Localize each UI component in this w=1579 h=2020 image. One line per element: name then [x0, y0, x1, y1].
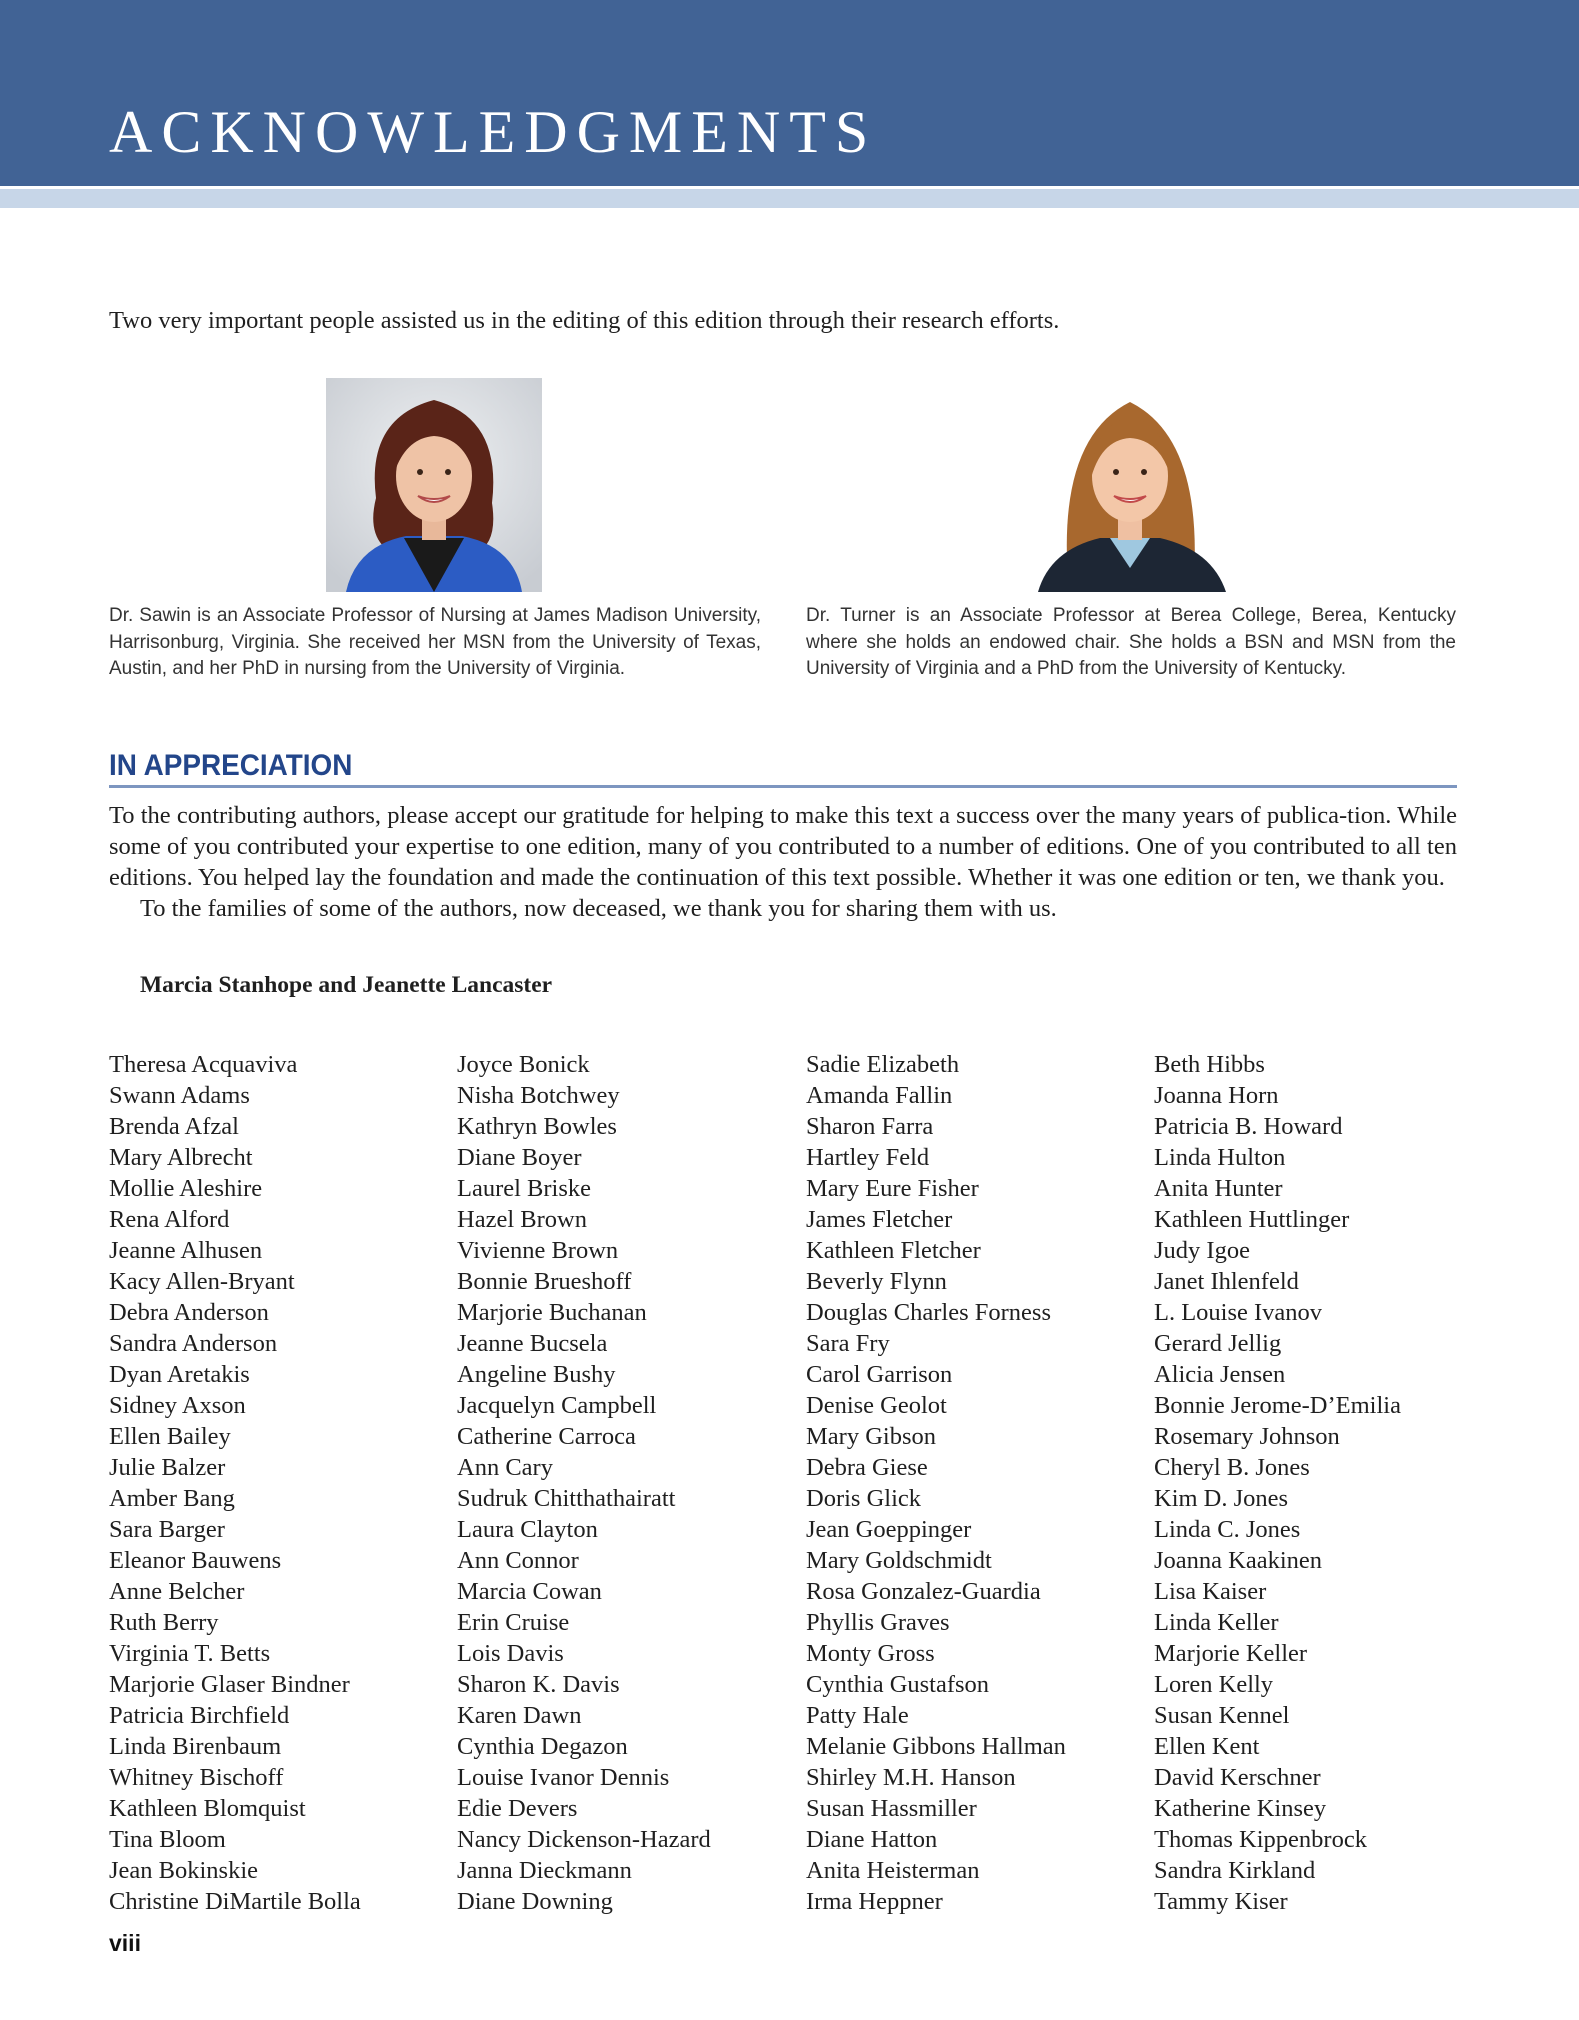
appreciation-paragraph-1: To the contributing authors, please accept our gratitude for helping to make this text a success over the many years of publica-tion. While some of you contributed your expertise to one edition, many of you contributed to a number of editions. One of you contributed to all ten editions. You helped lay the foundation and made the continuation of this text possible. Whether it was one edition or ten, we thank you.	[109, 802, 1457, 891]
contributor-name: Cynthia Degazon	[457, 1733, 628, 1760]
contributor-name: Cynthia Gustafson	[806, 1671, 990, 1698]
page-title: ACKNOWLEDGMENTS	[109, 99, 878, 165]
contributor-name: Anne Belcher	[109, 1578, 245, 1605]
contributor-name: Catherine Carroca	[457, 1423, 636, 1450]
portrait-photo-sawin	[326, 378, 542, 592]
contributor-name: Joanna Horn	[1154, 1082, 1279, 1109]
contributor-name: Hartley Feld	[806, 1144, 930, 1171]
contributor-name: Julie Balzer	[109, 1454, 226, 1481]
appreciation-body	[109, 800, 1457, 924]
contributor-name: Edie Devers	[457, 1795, 578, 1822]
contributor-name: Linda Hulton	[1154, 1144, 1286, 1171]
name-column-4	[1154, 1049, 1401, 1917]
contributor-name: Sandra Anderson	[109, 1330, 278, 1357]
contributor-name: Phyllis Graves	[806, 1609, 950, 1636]
contributor-caption-1: Dr. Sawin is an Associate Professor of Nursing at James Madison University, Harrisonburg, Virginia. She received her MSN from the University of Texas, Austin, and her PhD in nursing from the University of Virginia.	[109, 605, 761, 679]
contributor-name: Patricia Birchfield	[109, 1702, 290, 1729]
contributor-name: Diane Boyer	[457, 1144, 582, 1171]
contributor-name: Louise Ivanor Dennis	[457, 1764, 670, 1791]
contributor-name: Bonnie Jerome-D’Emilia	[1154, 1392, 1401, 1419]
contributor-name: Mary Albrecht	[109, 1144, 253, 1171]
contributor-name: Alicia Jensen	[1154, 1361, 1286, 1388]
contributor-name: Kathleen Fletcher	[806, 1237, 981, 1264]
contributor-name: Marjorie Keller	[1154, 1640, 1308, 1667]
contributor-name: Rosa Gonzalez-Guardia	[806, 1578, 1041, 1605]
contributor-name: Joyce Bonick	[457, 1051, 590, 1078]
contributor-name: Cheryl B. Jones	[1154, 1454, 1310, 1481]
contributor-name: Melanie Gibbons Hallman	[806, 1733, 1066, 1760]
contributor-name: Ann Connor	[457, 1547, 579, 1574]
contributor-name: Sara Barger	[109, 1516, 225, 1543]
contributor-name: Nancy Dickenson-Hazard	[457, 1826, 711, 1853]
contributor-name: Sharon Farra	[806, 1113, 934, 1140]
contributor-name: Katherine Kinsey	[1154, 1795, 1327, 1822]
appreciation-paragraph-2: To the families of some of the authors, now deceased, we thank you for sharing them with us.	[140, 895, 1057, 922]
contributor-name: Sandra Kirkland	[1154, 1857, 1316, 1884]
contributor-name: Jean Bokinskie	[109, 1857, 259, 1884]
contributor-name: Patricia B. Howard	[1154, 1113, 1343, 1140]
contributor-name: Bonnie Brueshoff	[457, 1268, 632, 1295]
contributor-name: Mary Eure Fisher	[806, 1175, 979, 1202]
contributor-name: Monty Gross	[806, 1640, 935, 1667]
contributor-name: Marcia Cowan	[457, 1578, 602, 1605]
contributor-name: Brenda Afzal	[109, 1113, 239, 1140]
contributor-name: Denise Geolot	[806, 1392, 947, 1419]
contributor-name: Gerard Jellig	[1154, 1330, 1282, 1357]
contributor-name: Susan Hassmiller	[806, 1795, 977, 1822]
contributor-name: Vivienne Brown	[457, 1237, 619, 1264]
contributor-name: Erin Cruise	[457, 1609, 570, 1636]
name-column-1	[109, 1049, 361, 1917]
contributor-name: Douglas Charles Forness	[806, 1299, 1051, 1326]
signature: Marcia Stanhope and Jeanette Lancaster	[140, 972, 553, 998]
contributor-name: Whitney Bischoff	[109, 1764, 284, 1791]
contributor-name: Jeanne Alhusen	[109, 1237, 263, 1264]
contributor-name: Shirley M.H. Hanson	[806, 1764, 1016, 1791]
contributor-name: Linda Birenbaum	[109, 1733, 282, 1760]
contributor-name: Dyan Aretakis	[109, 1361, 250, 1388]
contributor-name: Virginia T. Betts	[109, 1640, 271, 1667]
contributor-name: Linda Keller	[1154, 1609, 1279, 1636]
portrait-photo-icon	[326, 378, 542, 592]
section-rule	[109, 785, 1457, 788]
contributor-name: Amanda Fallin	[806, 1082, 953, 1109]
contributor-name: Susan Kennel	[1154, 1702, 1290, 1729]
contributor-name: Ellen Kent	[1154, 1733, 1260, 1760]
contributor-name: Debra Anderson	[109, 1299, 269, 1326]
contributor-name: Diane Hatton	[806, 1826, 938, 1853]
contributor-name: Ann Cary	[457, 1454, 553, 1481]
contributor-name: Kathleen Blomquist	[109, 1795, 306, 1822]
contributor-name: Mary Goldschmidt	[806, 1547, 992, 1574]
portrait-photo-turner	[1022, 378, 1238, 592]
intro-text: Two very important people assisted us in the editing of this edition through their research efforts.	[109, 307, 1060, 334]
contributor-name: Laurel Briske	[457, 1175, 592, 1202]
contributor-name: Doris Glick	[806, 1485, 921, 1512]
contributor-name: Beverly Flynn	[806, 1268, 947, 1295]
contributor-name: Swann Adams	[109, 1082, 250, 1109]
contributor-name: Anita Hunter	[1154, 1175, 1283, 1202]
header-rule	[0, 189, 1579, 208]
contributor-name: Amber Bang	[109, 1485, 235, 1512]
contributor-name: Laura Clayton	[457, 1516, 598, 1543]
contributor-name: Jacquelyn Campbell	[457, 1392, 657, 1419]
contributor-name: Linda C. Jones	[1154, 1516, 1301, 1543]
contributor-name: Mollie Aleshire	[109, 1175, 263, 1202]
contributor-name: Karen Dawn	[457, 1702, 582, 1729]
contributor-name: Lois Davis	[457, 1640, 564, 1667]
contributor-name: Kathryn Bowles	[457, 1113, 617, 1140]
contributor-name: Hazel Brown	[457, 1206, 587, 1233]
contributor-name: Angeline Bushy	[457, 1361, 616, 1388]
contributor-name: Kim D. Jones	[1154, 1485, 1289, 1512]
contributor-name: Sharon K. Davis	[457, 1671, 620, 1698]
contributor-name: Jeanne Bucsela	[457, 1330, 608, 1357]
contributor-name: Thomas Kippenbrock	[1154, 1826, 1367, 1853]
contributor-name: Ellen Bailey	[109, 1423, 231, 1450]
contributor-name: David Kerschner	[1154, 1764, 1321, 1791]
contributor-name: Beth Hibbs	[1154, 1051, 1265, 1078]
contributor-name: Patty Hale	[806, 1702, 909, 1729]
name-column-3	[806, 1049, 1066, 1917]
contributor-name: Anita Heisterman	[806, 1857, 980, 1884]
contributor-name: Marjorie Buchanan	[457, 1299, 647, 1326]
contributor-name: Diane Downing	[457, 1888, 613, 1915]
contributor-name: Joanna Kaakinen	[1154, 1547, 1323, 1574]
contributor-name: Nisha Botchwey	[457, 1082, 620, 1109]
contributor-name: Mary Gibson	[806, 1423, 936, 1450]
contributor-name: Jean Goeppinger	[806, 1516, 972, 1543]
contributor-name: Carol Garrison	[806, 1361, 953, 1388]
name-column-2	[457, 1049, 711, 1917]
contributor-name: Tina Bloom	[109, 1826, 226, 1853]
contributor-name: L. Louise Ivanov	[1154, 1299, 1323, 1326]
contributor-name: Debra Giese	[806, 1454, 928, 1481]
contributor-name: Kacy Allen-Bryant	[109, 1268, 295, 1295]
portrait-photo-icon	[1022, 378, 1238, 592]
contributor-name: Lisa Kaiser	[1154, 1578, 1267, 1605]
section-heading: IN APPRECIATION	[109, 749, 353, 782]
contributor-name: Tammy Kiser	[1154, 1888, 1288, 1915]
contributor-name: Loren Kelly	[1154, 1671, 1274, 1698]
contributor-name: Sidney Axson	[109, 1392, 246, 1419]
contributor-name: Rena Alford	[109, 1206, 230, 1233]
contributor-name: Marjorie Glaser Bindner	[109, 1671, 350, 1698]
contributor-name: Theresa Acquaviva	[109, 1051, 298, 1078]
contributor-name: Janna Dieckmann	[457, 1857, 632, 1884]
contributor-name: Judy Igoe	[1154, 1237, 1250, 1264]
contributor-name: Irma Heppner	[806, 1888, 943, 1915]
contributor-name: Sara Fry	[806, 1330, 890, 1357]
contributor-name: Christine DiMartile Bolla	[109, 1888, 361, 1915]
contributor-name: Sadie Elizabeth	[806, 1051, 960, 1078]
contributor-name: Sudruk Chitthathairatt	[457, 1485, 676, 1512]
contributor-caption-2: Dr. Turner is an Associate Professor at Berea College, Berea, Kentucky where she holds an endowed chair. She holds a BSN and MSN from the University of Virginia and a PhD from the University of Kentucky.	[806, 605, 1456, 679]
contributor-name: James Fletcher	[806, 1206, 953, 1233]
contributor-name: Rosemary Johnson	[1154, 1423, 1340, 1450]
contributor-name: Kathleen Huttlinger	[1154, 1206, 1350, 1233]
contributor-name: Eleanor Bauwens	[109, 1547, 282, 1574]
contributor-name: Ruth Berry	[109, 1609, 219, 1636]
header-banner	[0, 0, 1579, 186]
page-number: viii	[109, 1930, 141, 1956]
contributor-name: Janet Ihlenfeld	[1154, 1268, 1299, 1295]
